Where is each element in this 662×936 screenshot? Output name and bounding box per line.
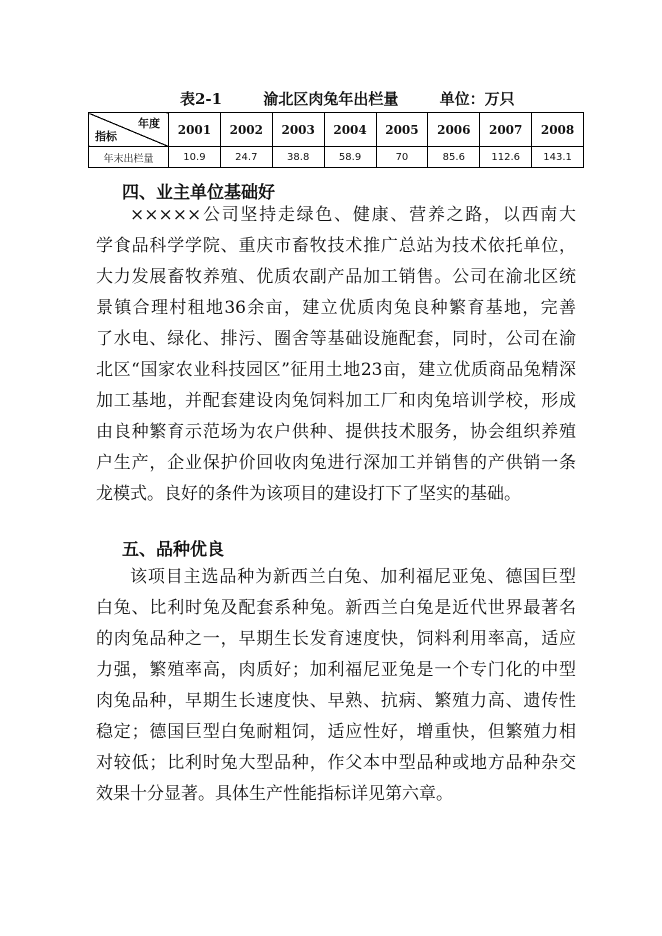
table-cell: 38.8: [272, 147, 324, 168]
corner-year-label: 年度: [138, 117, 160, 130]
table-title: 渝北区肉兔年出栏量: [263, 90, 399, 108]
row-label: 年末出栏量: [89, 147, 169, 168]
section-heading-owner: 四、业主单位基础好: [122, 183, 275, 203]
table-cell: 10.9: [169, 147, 221, 168]
year-header: 2008: [532, 113, 584, 147]
table-cell: 112.6: [480, 147, 532, 168]
table-cell: 70: [376, 147, 428, 168]
year-header: 2003: [272, 113, 324, 147]
table-header-row: [89, 113, 584, 147]
rabbit-output-table: [88, 112, 584, 168]
table-caption: [88, 88, 588, 109]
paragraph-line: 北区“国家农业科技园区”征用土地23亩，建立优质商品兔精深: [96, 360, 576, 380]
paragraph-line: 稳定；德国巨型白兔耐粗饲，适应性好，增重快，但繁殖力相: [96, 722, 576, 742]
paragraph-line: 肉兔品种，早期生长速度快、早熟、抗病、繁殖力高、遗传性: [96, 691, 576, 711]
paragraph-line: 学食品科学学院、重庆市畜牧技术推广总站为技术依托单位，: [96, 236, 576, 256]
table-number: 表2-1: [180, 90, 223, 108]
year-header: 2006: [428, 113, 480, 147]
paragraph-line: 加工基地，并配套建设肉兔饲料加工厂和肉兔培训学校，形成: [96, 391, 576, 411]
corner-indicator-label: 指标: [95, 130, 117, 143]
paragraph-line: 大力发展畜牧养殖、优质农副产品加工销售。公司在渝北区统: [96, 267, 576, 287]
paragraph-line: 力强，繁殖率高，肉质好；加利福尼亚兔是一个专门化的中型: [96, 660, 576, 680]
table-row: [89, 147, 584, 168]
paragraph-line: 景镇合理村租地36余亩，建立优质肉兔良种繁育基地，完善: [96, 298, 576, 318]
year-header: 2001: [169, 113, 221, 147]
year-header: 2004: [324, 113, 376, 147]
paragraph-line: 该项目主选品种为新西兰白兔、加利福尼亚兔、德国巨型: [130, 567, 576, 587]
paragraph-line: 白兔、比利时兔及配套系种兔。新西兰白兔是近代世界最著名: [96, 598, 576, 618]
paragraph-line: 龙模式。良好的条件为该项目的建设打下了坚实的基础。: [96, 484, 521, 504]
table-cell: 85.6: [428, 147, 480, 168]
paragraph-line: ×××××公司坚持走绿色、健康、营养之路，以西南大: [130, 205, 576, 225]
paragraph-line: 的肉兔品种之一，早期生长发育速度快，饲料利用率高，适应: [96, 629, 576, 649]
table-cell: 143.1: [532, 147, 584, 168]
year-header: 2007: [480, 113, 532, 147]
paragraph-line: 效果十分显著。具体生产性能指标详见第六章。: [96, 784, 453, 804]
table-corner-cell: [89, 113, 169, 147]
paragraph-line: 对较低；比利时兔大型品种，作父本中型品种或地方品种杂交: [96, 753, 576, 773]
paragraph-breeds: [96, 562, 576, 810]
year-header: 2005: [376, 113, 428, 147]
table-cell: 58.9: [324, 147, 376, 168]
paragraph-line: 由良种繁育示范场为农户供种、提供技术服务，协会组织养殖: [96, 422, 576, 442]
year-header: 2002: [220, 113, 272, 147]
table-cell: 24.7: [220, 147, 272, 168]
table-unit: 单位：万只: [439, 90, 515, 108]
section-heading-breeds: 五、品种优良: [122, 540, 224, 560]
paragraph-line: 了水电、绿化、排污、圈舍等基础设施配套，同时，公司在渝: [96, 329, 576, 349]
paragraph-owner-foundation: [96, 200, 576, 510]
paragraph-line: 户生产，企业保护价回收肉兔进行深加工并销售的产供销一条: [96, 453, 576, 473]
